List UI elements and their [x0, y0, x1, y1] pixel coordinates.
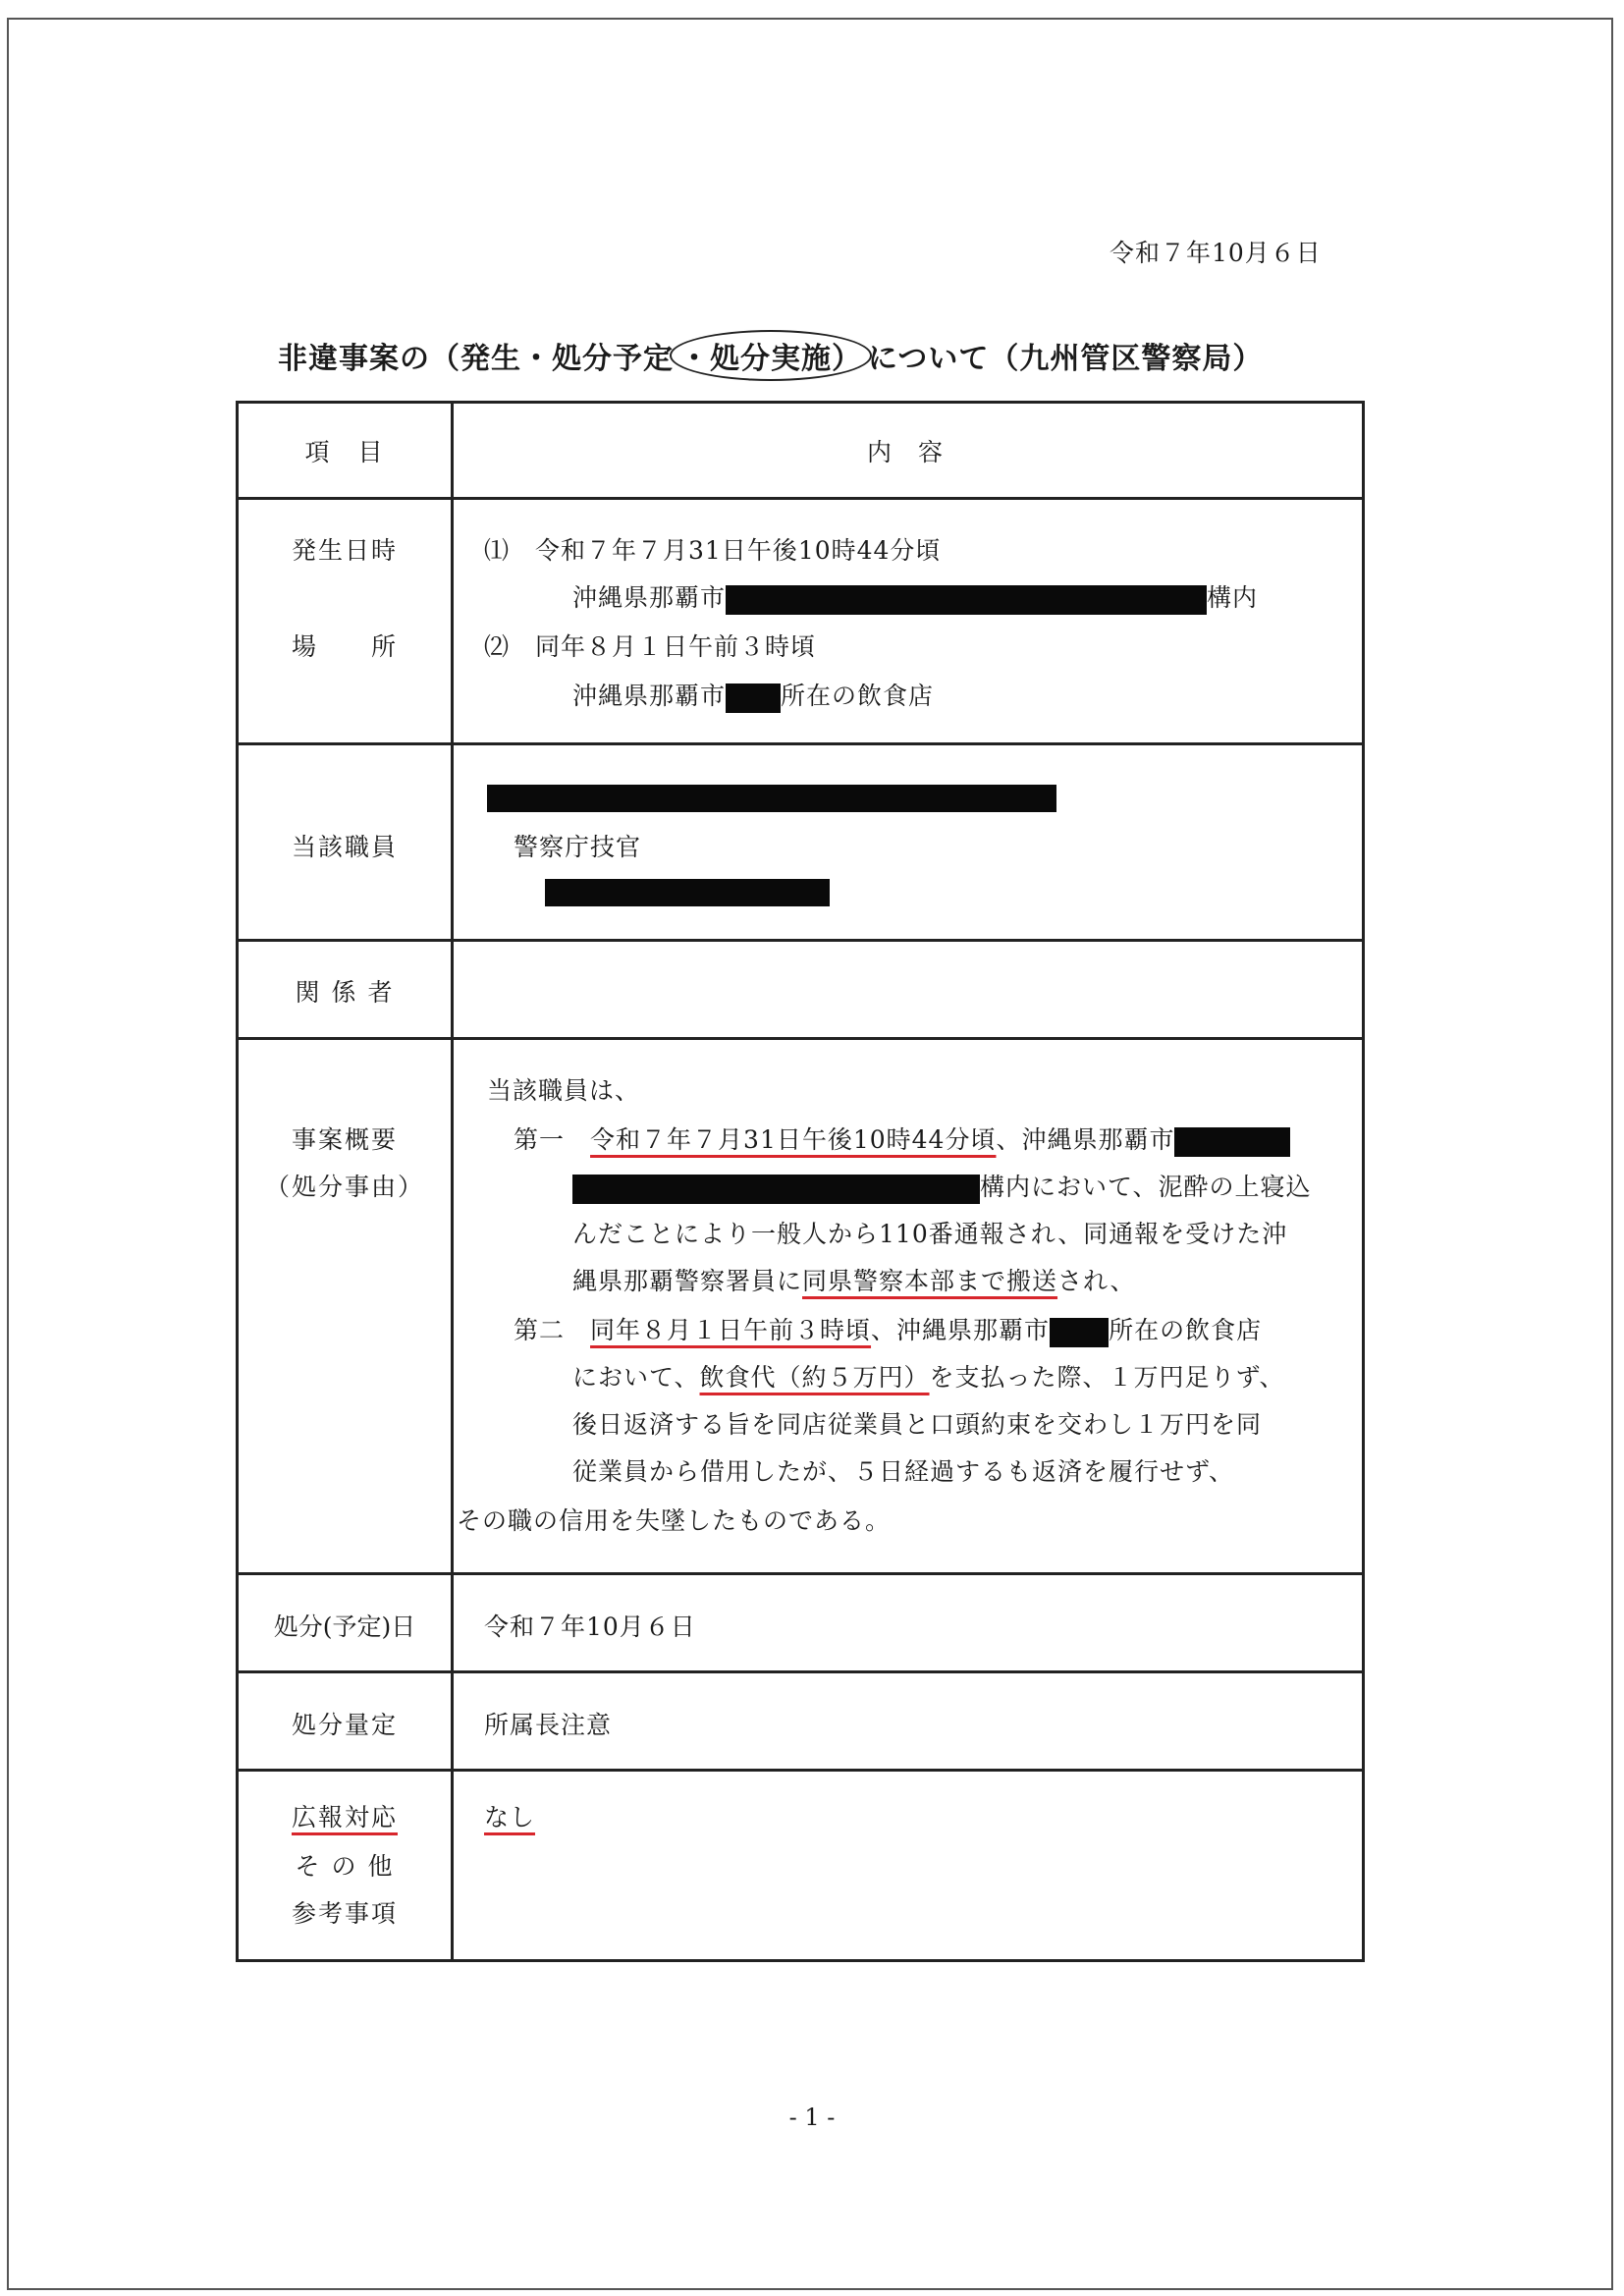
title-prefix: 非違事案の（発生・処分予定 — [278, 342, 674, 376]
redaction-block — [545, 879, 830, 906]
summary-para2-date: 同年８月１日午前３時頃 — [590, 1316, 872, 1344]
pr-label — [239, 1798, 451, 1833]
occurrence-place-label: 場 所 — [291, 632, 398, 661]
summary-intro: 当該職員は、 — [487, 1076, 641, 1105]
occurrence-line-2-text: 沖縄県那覇市 — [572, 583, 727, 612]
occurrence-line-3: ⑵ 同年８月１日午前３時頃 — [484, 632, 817, 661]
occurrence-line-1: ⑴ 令和７年７月31日午後10時44分頃 — [484, 536, 942, 565]
summary-label: 事案概要 — [291, 1125, 398, 1154]
summary-para1-line4 — [572, 1262, 1136, 1297]
summary-closing: その職の信用を失墜したものである。 — [457, 1506, 892, 1535]
header-item-label: 項 目 — [304, 438, 385, 466]
summary-para1-line2 — [572, 1168, 1312, 1204]
disposal-date-value: 令和７年10月６日 — [484, 1613, 696, 1641]
summary-para2-text: 、沖縄県那覇市 — [871, 1316, 1051, 1344]
redaction-block — [572, 1175, 980, 1204]
summary-para1-transport: 同県警察本部まで搬送 — [802, 1267, 1058, 1295]
row-divider — [239, 497, 1362, 500]
summary-para1-text-d: 縄県那覇警察署員に — [572, 1267, 803, 1295]
header-content-label: 内 容 — [867, 438, 945, 466]
summary-para2-text-c: において、 — [572, 1363, 700, 1392]
summary-para1-line3: んだことにより一般人から110番通報され、同通報を受けた沖 — [572, 1220, 1288, 1248]
row-divider — [239, 1670, 1362, 1673]
page-number: - 1 - — [788, 2104, 836, 2131]
pr-value — [484, 1798, 535, 1833]
row-divider — [239, 1572, 1362, 1575]
summary-para1-head: 第一 — [514, 1125, 566, 1154]
column-divider — [451, 404, 454, 1959]
summary-para1-text-e: され、 — [1057, 1267, 1136, 1295]
occurrence-line-2-suffix: 構内 — [1207, 583, 1259, 612]
redaction-block — [726, 585, 1207, 615]
disposal-value: 所属長注意 — [484, 1711, 613, 1739]
document-date: 令和７年10月６日 — [1110, 239, 1322, 267]
document-title — [278, 330, 1263, 381]
summary-para1-text: 、沖縄県那覇市 — [996, 1125, 1175, 1154]
summary-para2-amount: 飲食代（約５万円） — [699, 1363, 930, 1392]
pr-label-text: 広報対応 — [291, 1803, 398, 1831]
title-circled-option: ・処分実施） — [670, 330, 872, 381]
staff-label: 当該職員 — [291, 833, 398, 861]
reference-label: 参考事項 — [291, 1899, 398, 1928]
pr-value-text: なし — [484, 1803, 536, 1831]
summary-para2-line3: 後日返済する旨を同店従業員と口頭約束を交わし１万円を同 — [572, 1410, 1263, 1439]
redaction-block — [726, 683, 781, 713]
summary-para1-date: 令和７年７月31日午後10時44分頃 — [590, 1125, 997, 1154]
occurrence-date-label: 発生日時 — [291, 536, 398, 565]
summary-para2-text-d: を支払った際、１万円足りず、 — [929, 1363, 1285, 1392]
summary-para2-line4: 従業員から借用したが、５日経過するも返済を履行せず、 — [572, 1457, 1235, 1486]
row-divider — [239, 1769, 1362, 1772]
title-suffix: について（九州管区警察局） — [868, 342, 1264, 376]
occurrence-line-4 — [572, 677, 934, 713]
occurrence-line-4-suffix: 所在の飲食店 — [781, 682, 935, 710]
redaction-block — [1174, 1127, 1290, 1157]
summary-para1-line1 — [514, 1121, 1290, 1157]
summary-para2-line1 — [514, 1311, 1262, 1347]
row-divider — [239, 939, 1362, 942]
occurrence-line-4-text: 沖縄県那覇市 — [572, 682, 727, 710]
summary-reason-label: （処分事由） — [264, 1173, 424, 1201]
row-divider — [239, 742, 1362, 745]
disposal-date-label: 処分(予定)日 — [273, 1613, 416, 1641]
summary-para1-text-b: 構内において、泥酔の上寝込 — [980, 1173, 1312, 1201]
redaction-block — [487, 785, 1056, 812]
summary-para2-line2 — [572, 1358, 1285, 1394]
related-persons-label: 関 係 者 — [295, 978, 395, 1007]
redaction-block — [1050, 1318, 1109, 1347]
summary-para2-head: 第二 — [514, 1316, 566, 1344]
disposal-label: 処分量定 — [291, 1711, 398, 1739]
row-divider — [239, 1037, 1362, 1040]
incident-table — [236, 401, 1365, 1962]
staff-title: 警察庁技官 — [514, 833, 642, 861]
summary-para2-text-b: 所在の飲食店 — [1109, 1316, 1263, 1344]
other-label: そ の 他 — [295, 1852, 395, 1881]
occurrence-line-2 — [572, 578, 1258, 615]
